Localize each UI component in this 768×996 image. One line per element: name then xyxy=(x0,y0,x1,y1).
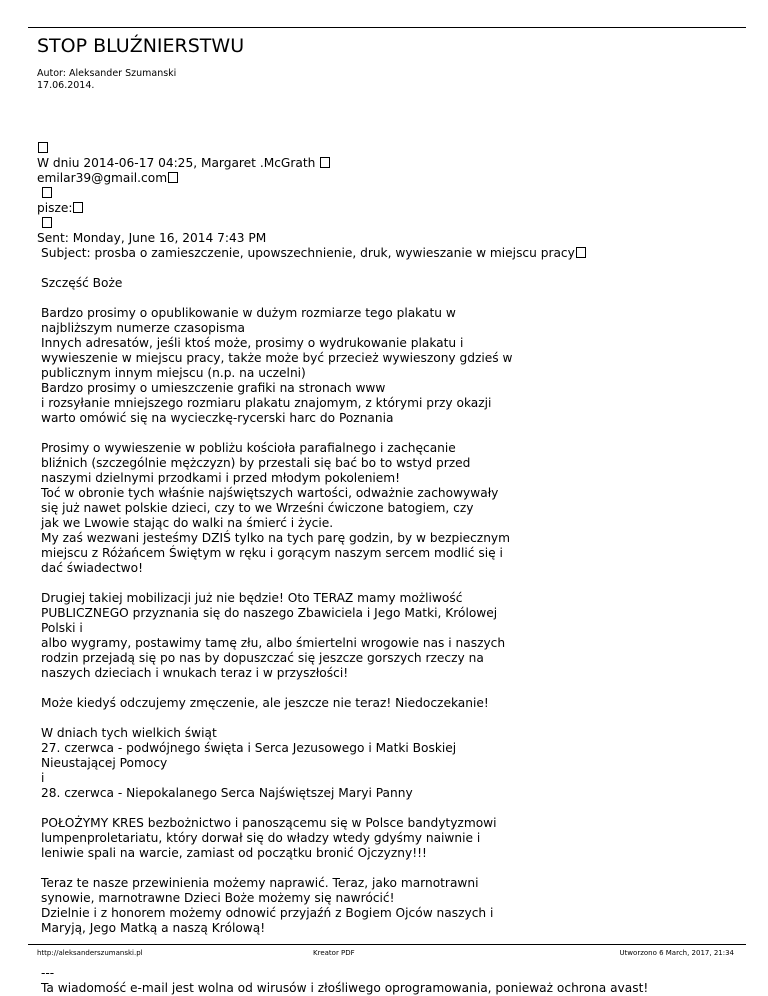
paragraph-line: warto omówić się na wycieczkę-rycerski harc do Poznania xyxy=(41,411,394,425)
paragraph-line: Polski i xyxy=(41,621,83,635)
bottom-divider xyxy=(28,944,746,945)
paragraph-line: Nieustającej Pomocy xyxy=(41,756,168,770)
paragraph-line: Toć w obronie tych właśnie najświętszych wartości, odważnie zachowywały xyxy=(41,486,499,500)
footer-url: http://aleksanderszumanski.pl xyxy=(37,949,143,957)
paragraph-line: dać świadectwo! xyxy=(41,561,143,575)
paragraph-6 xyxy=(37,816,749,861)
paragraph-line: Dzielnie i z honorem możemy odnowić przyjaźń z Bogiem Ojców naszych i xyxy=(41,906,494,920)
paragraph-line: Drugiej takiej mobilizacji już nie będzie! Oto TERAZ mamy możliwość xyxy=(41,591,463,605)
paragraph-line: i xyxy=(41,771,45,785)
missing-glyph-icon xyxy=(168,172,178,183)
missing-glyph-icon xyxy=(73,202,83,213)
paragraph-line: Maryją, Jego Matką a naszą Królową! xyxy=(41,921,266,935)
missing-glyph-icon xyxy=(320,157,330,168)
footer-generator: Kreator PDF xyxy=(313,949,355,957)
paragraph-line: jak we Lwowie stając do walki na śmierć i życie. xyxy=(41,516,334,530)
paragraph-1 xyxy=(37,306,749,426)
author-line: Autor: Aleksander Szumanski xyxy=(37,68,177,79)
paragraph-line: 28. czerwca - Niepokalanego Serca Najświętszej Maryi Panny xyxy=(41,786,413,800)
paragraph-line: publicznym innym miejscu (n.p. na uczelni) xyxy=(41,366,306,380)
email-header-box-line xyxy=(37,186,749,201)
paragraph-line: Bardzo prosimy o opublikowanie w dużym rozmiarze tego plakatu w xyxy=(41,306,456,320)
email-subject-line: Subject: prosba o zamieszczenie, upowszechnienie, druk, wywieszanie w miejscu pracy xyxy=(37,246,749,261)
paragraph-line: My zaś wezwani jesteśmy DZIŚ tylko na tych parę godzin, by w bezpiecznym xyxy=(41,531,511,545)
antivirus-notice: Ta wiadomość e-mail jest wolna od wirusów i złośliwego oprogramowania, ponieważ ochrona avast! xyxy=(41,981,649,995)
email-header-line-3: pisze: xyxy=(37,201,749,216)
top-divider xyxy=(28,27,746,28)
date-line: 17.06.2014. xyxy=(37,80,95,91)
paragraph-line: W dniach tych wielkich świąt xyxy=(41,726,217,740)
paragraph-line: się już nawet polskie dzieci, czy to we Wrześni ćwiczone batogiem, czy xyxy=(41,501,474,515)
paragraph-line: rodzin przejadą się po nas by dopuszczać się jeszcze gorszych rzeczy na xyxy=(41,651,484,665)
footer-created: Utworzono 6 March, 2017, 21:34 xyxy=(619,949,734,957)
paragraph-line: bliźnich (szczególnie mężczyzn) by przestali się bać bo to wstyd przed xyxy=(41,456,471,470)
paragraph-line: lumpenproletariatu, który dorwał się do władzy wtedy gdyśmy naiwnie i xyxy=(41,831,481,845)
missing-glyph-icon xyxy=(42,217,52,228)
email-header-line-1: W dniu 2014-06-17 04:25, Margaret .McGrath xyxy=(37,156,749,171)
paragraph-line: PUBLICZNEGO przyznania się do naszego Zbawiciela i Jego Matki, Królowej xyxy=(41,606,498,620)
email-header-line-2: emilar39@gmail.com xyxy=(37,171,749,186)
paragraph-line: naszych dzieciach i wnukach teraz i w przyszłości! xyxy=(41,666,349,680)
paragraph-3 xyxy=(37,591,749,681)
paragraph-line: Innych adresatów, jeśli ktoś może, prosimy o wydrukowanie plakatu i xyxy=(41,336,464,350)
paragraph-2 xyxy=(37,441,749,576)
email-body xyxy=(37,141,749,996)
paragraph-line: Teraz te nasze przewinienia możemy naprawić. Teraz, jako marnotrawni xyxy=(41,876,479,890)
paragraph-line: leniwie spali na warcie, zamiast od początku bronić Ojczyzny!!! xyxy=(41,846,427,860)
paragraph-line: Może kiedyś odczujemy zmęczenie, ale jeszcze nie teraz! Niedoczekanie! xyxy=(41,696,489,710)
paragraph-line: 27. czerwca - podwójnego święta i Serca Jezusowego i Matki Boskiej xyxy=(41,741,457,755)
email-header-box-line xyxy=(37,216,749,231)
paragraph-5 xyxy=(37,726,749,801)
paragraph-line: POŁOŻYMY KRES bezbożnictwo i panoszącemu się w Polsce bandytyzmowi xyxy=(41,816,497,830)
signature-dashes: --- xyxy=(41,966,55,980)
document-meta xyxy=(37,68,176,92)
missing-glyph-icon xyxy=(42,187,52,198)
paragraph-line: Prosimy o wywieszenie w pobliżu kościoła parafialnego i zachęcanie xyxy=(41,441,456,455)
missing-glyph-icon xyxy=(38,142,48,153)
paragraph-line: wywieszenie w miejscu pracy, także może być przecież wywieszony gdzieś w xyxy=(41,351,513,365)
paragraph-line: miejscu z Różańcem Świętym w ręku i gorącym naszym sercem modlić się i xyxy=(41,546,503,560)
paragraph-line: Bardzo prosimy o umieszczenie grafiki na stronach www xyxy=(41,381,386,395)
document-title: STOP BLUŹNIERSTWU xyxy=(37,35,245,57)
paragraph-4 xyxy=(37,696,749,711)
paragraph-line: synowie, marnotrawne Dzieci Boże możemy się nawrócić! xyxy=(41,891,395,905)
paragraph-line: najbliższym numerze czasopisma xyxy=(41,321,245,335)
paragraph-7 xyxy=(37,876,749,936)
email-header-box-line xyxy=(37,141,749,156)
greeting: Szczęść Boże xyxy=(41,276,123,290)
missing-glyph-icon xyxy=(576,247,586,258)
paragraph-line: albo wygramy, postawimy tamę złu, albo śmiertelni wrogowie nas i naszych xyxy=(41,636,506,650)
email-sent-line: Sent: Monday, June 16, 2014 7:43 PM xyxy=(37,231,267,245)
paragraph-line: naszymi dzielnymi przodkami i przed młodym pokoleniem! xyxy=(41,471,401,485)
paragraph-line: i rozsyłanie mniejszego rozmiaru plakatu znajomym, z którymi przy okazji xyxy=(41,396,492,410)
